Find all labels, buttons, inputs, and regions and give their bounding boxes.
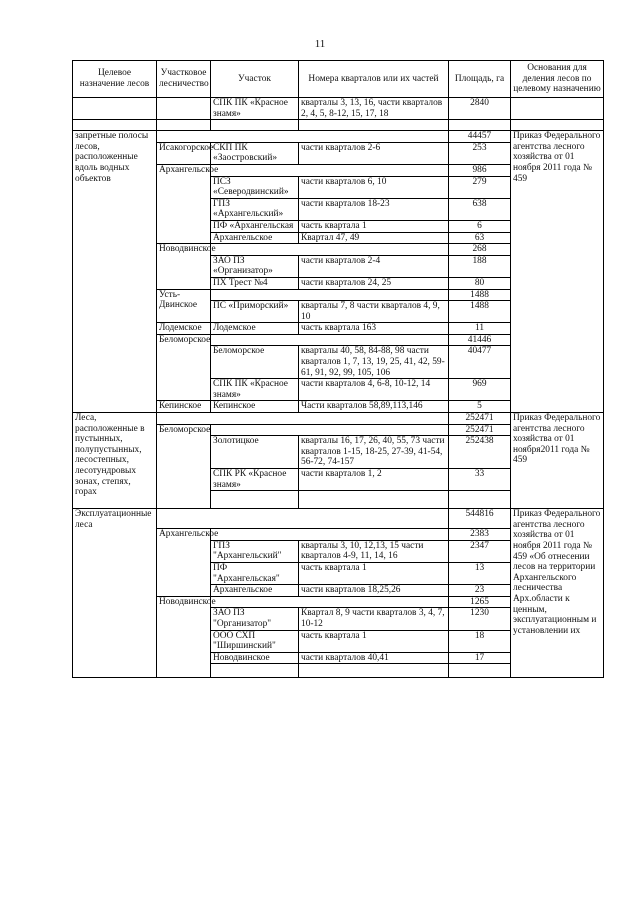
basis-cell [511,98,604,120]
forest-table [72,60,604,678]
basis-cell: Приказ Федерального агентства лесного хозяйства от 01 ноября 2011 года № 459 «Об отнесении лесов на территории Архангельского лесничества Арх.области к ценным, эксплуатационным и установлении их [511,509,604,678]
purpose-cell: Эксплуатационные леса [73,509,157,678]
area-cell: 33 [449,469,511,491]
quarters-cell: кварталы 16, 17, 26, 40, 55, 73 части кварталов 1-15, 18-25, 27-39, 41-54, 56-72, 74-157 [299,436,449,469]
plot-cell: ООО СХП "Ширшинский" [211,630,299,652]
quarters-cell [299,664,449,678]
district-cell: Новодвинское [157,244,211,289]
empty-cell [211,244,449,256]
area-cell: 252471 [449,424,511,436]
area-cell: 638 [449,198,511,220]
area-cell: 2840 [449,98,511,120]
plot-cell: ПХ Трест №4 [211,277,299,289]
area-cell [449,664,511,678]
quarters-cell [299,491,449,509]
area-cell: 969 [449,379,511,401]
area-cell: 1265 [449,596,511,608]
area-cell: 188 [449,255,511,277]
area-cell: 2383 [449,529,511,541]
plot-cell: СПК ПК «Красное знамя» [211,98,299,120]
table-row [73,131,604,143]
plot-cell: СКП ПК «Заостровский» [211,142,299,164]
plot-cell: Кепинское [211,401,299,413]
plot-cell: Лодемское [211,323,299,335]
table-row [73,98,604,120]
plot-cell: ГПЗ «Архангельский» [211,198,299,220]
quarters-cell: Квартал 47, 49 [299,232,449,244]
plot-cell: ПФ «Архангельская [211,220,299,232]
empty-cell [211,289,449,301]
plot-cell: СПК ПК «Красное знамя» [211,379,299,401]
area-cell: 279 [449,176,511,198]
district-cell: Архангельское [157,529,211,597]
area-cell: 986 [449,164,511,176]
plot-cell: Архангельское [211,232,299,244]
empty-cell [211,334,449,346]
header-area: Площадь, га [449,61,511,98]
header-quarters: Номера кварталов или их частей [299,61,449,98]
table-row [73,413,604,425]
quarters-cell: часть квартала 1 [299,562,449,584]
header-basis: Основания для деления лесов по целевому назначению [511,61,604,98]
quarters-cell: кварталы 40, 58, 84-88, 98 части кварталов 1, 7, 13, 19, 25, 41, 42, 59-61, 91, 92, 99, 105, 106 [299,346,449,379]
area-cell: 63 [449,232,511,244]
header-district: Участковое лесничество [157,61,211,98]
purpose-cell [73,98,157,120]
plot-cell [211,664,299,678]
quarters-cell: части кварталов 2-4 [299,255,449,277]
plot-cell: ЗАО ПЗ «Организатор» [211,255,299,277]
area-cell [449,491,511,509]
district-cell: Беломорское [157,334,211,401]
quarters-cell: Квартал 8, 9 части кварталов 3, 4, 7, 10-12 [299,608,449,630]
quarters-cell: кварталы 7, 8 части кварталов 4, 9, 10 [299,301,449,323]
plot-cell: СПК РК «Красное знамя» [211,469,299,491]
quarters-cell: части кварталов 2-6 [299,142,449,164]
area-cell: 5 [449,401,511,413]
basis-cell: Приказ Федерального агентства лесного хозяйства от 01 ноября2011 года № 459 [511,413,604,509]
plot-cell: Архангельское [211,585,299,597]
area-cell: 41446 [449,334,511,346]
district-cell [157,98,211,120]
spacer-row [73,120,604,131]
plot-cell: Золотицкое [211,436,299,469]
quarters-cell: части кварталов 18,25,26 [299,585,449,597]
area-cell: 13 [449,562,511,584]
empty-cell [211,529,449,541]
table-header-row [73,61,604,98]
header-plot: Участок [211,61,299,98]
purpose-cell: Леса, расположенные в пустынных, полупустынных, лесостепных, лесотундровых зонах, степях, горах [73,413,157,509]
district-cell: Лодемское [157,323,211,335]
plot-cell [211,491,299,509]
empty-cell [157,413,449,425]
area-cell: 17 [449,652,511,664]
area-cell: 1488 [449,301,511,323]
quarters-cell: часть квартала 163 [299,323,449,335]
area-cell: 40477 [449,346,511,379]
district-cell: Кепинское [157,401,211,413]
area-cell: 1230 [449,608,511,630]
plot-cell: Новодвинское [211,652,299,664]
plot-cell: ПСЗ «Северодвинский» [211,176,299,198]
area-cell: 1488 [449,289,511,301]
plot-cell: ПС «Приморский» [211,301,299,323]
plot-cell: ГПЗ "Архангельский" [211,540,299,562]
empty-cell [211,164,449,176]
district-cell: Беломорское [157,424,211,509]
area-cell: 253 [449,142,511,164]
empty-cell [157,509,449,529]
area-cell: 2347 [449,540,511,562]
area-cell: 252471 [449,413,511,425]
quarters-cell: часть квартала 1 [299,630,449,652]
header-purpose: Целевое назначение лесов [73,61,157,98]
quarters-cell: части кварталов 6, 10 [299,176,449,198]
area-cell: 11 [449,323,511,335]
page-number: 11 [314,38,326,50]
plot-cell: ПФ "Архангельская" [211,562,299,584]
district-cell: Исакогорское [157,142,211,164]
empty-cell [157,131,449,143]
area-cell: 80 [449,277,511,289]
plot-cell: ЗАО ПЗ "Организатор" [211,608,299,630]
empty-cell [211,424,449,436]
quarters-cell: части кварталов 24, 25 [299,277,449,289]
area-cell: 268 [449,244,511,256]
quarters-cell: кварталы 3, 10, 12,13, 15 части кварталов 4-9, 11, 14, 16 [299,540,449,562]
district-cell: Архангельское [157,164,211,243]
empty-cell [211,596,449,608]
plot-cell: Беломорское [211,346,299,379]
quarters-cell: части кварталов 1, 2 [299,469,449,491]
quarters-cell: части кварталов 40,41 [299,652,449,664]
area-cell: 544816 [449,509,511,529]
quarters-cell: части кварталов 18-23 [299,198,449,220]
area-cell: 6 [449,220,511,232]
purpose-cell: запретные полосы лесов, расположенные вдоль водных объектов [73,131,157,413]
table-row [73,509,604,529]
area-cell: 252438 [449,436,511,469]
quarters-cell: части кварталов 4, 6-8, 10-12, 14 [299,379,449,401]
area-cell: 18 [449,630,511,652]
quarters-cell: часть квартала 1 [299,220,449,232]
quarters-cell: кварталы 3, 13, 16, части кварталов 2, 4, 5, 8-12, 15, 17, 18 [299,98,449,120]
area-cell: 44457 [449,131,511,143]
quarters-cell: Части кварталов 58,89,113,146 [299,401,449,413]
district-cell: Новодвинское [157,596,211,678]
area-cell: 23 [449,585,511,597]
district-cell: Усть-Двинское [157,289,211,323]
basis-cell: Приказ Федерального агентства лесного хозяйства от 01 ноября 2011 года № 459 [511,131,604,413]
